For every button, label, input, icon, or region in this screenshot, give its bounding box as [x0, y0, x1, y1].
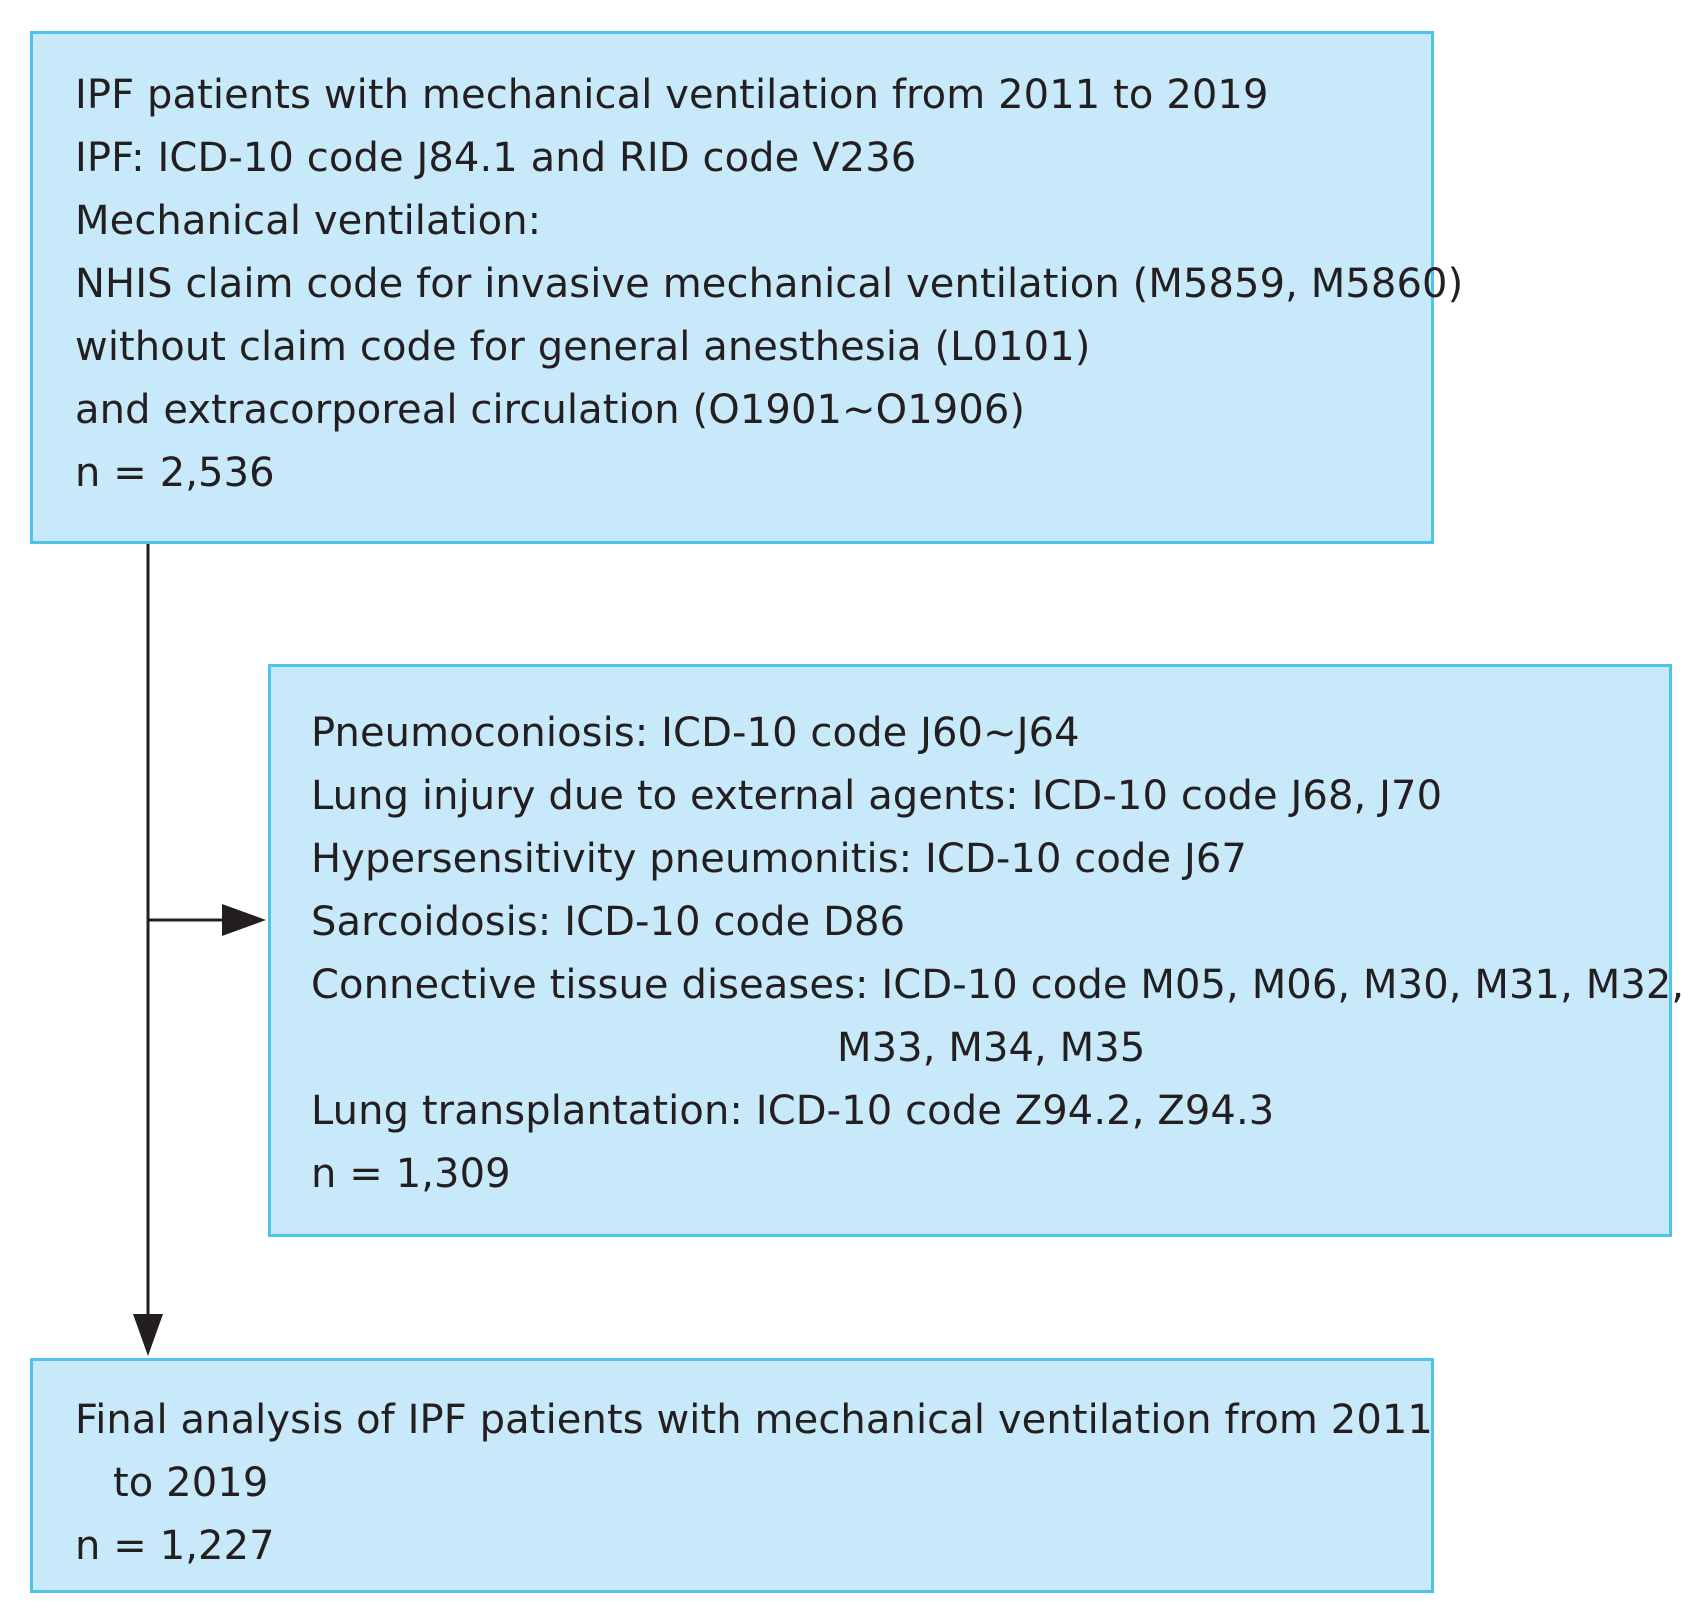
final-box	[30, 1358, 1434, 1593]
final-title: Final analysis of IPF patients with mechanical ventilation from 2011	[75, 1397, 1433, 1443]
inclusion-box	[30, 31, 1464, 544]
exclusion-connective-tissue-cont: M33, M34, M35	[837, 1025, 1146, 1071]
exclusion-box	[268, 664, 1685, 1237]
exclusion-hypersensitivity: Hypersensitivity pneumonitis: ICD-10 code J67	[311, 836, 1247, 882]
final-count: n = 1,227	[75, 1523, 275, 1569]
inclusion-title: IPF patients with mechanical ventilation from 2011 to 2019	[75, 72, 1269, 118]
ventilation-claim-code: NHIS claim code for invasive mechanical ventilation (M5859, M5860)	[75, 261, 1464, 307]
exclusion-lung-injury: Lung injury due to external agents: ICD-10 code J68, J70	[311, 773, 1443, 819]
anesthesia-exclusion: without claim code for general anesthesia (L0101)	[75, 324, 1091, 370]
ecc-exclusion: and extracorporeal circulation (O1901~O1906)	[75, 387, 1026, 433]
arrow-right-icon	[222, 904, 266, 936]
exclusion-lung-transplant: Lung transplantation: ICD-10 code Z94.2, Z94.3	[311, 1088, 1275, 1134]
arrow-down-icon	[133, 1314, 163, 1356]
inclusion-count: n = 2,536	[75, 450, 275, 496]
final-title-cont: to 2019	[113, 1460, 269, 1506]
ventilation-heading: Mechanical ventilation:	[75, 198, 542, 244]
exclusion-pneumoconiosis: Pneumoconiosis: ICD-10 code J60~J64	[311, 710, 1080, 756]
exclusion-connective-tissue: Connective tissue diseases: ICD-10 code M05, M06, M30, M31, M32,	[311, 962, 1685, 1008]
ipf-definition: IPF: ICD-10 code J84.1 and RID code V236	[75, 135, 917, 181]
exclusion-count: n = 1,309	[311, 1151, 511, 1197]
exclusion-sarcoidosis: Sarcoidosis: ICD-10 code D86	[311, 899, 906, 945]
